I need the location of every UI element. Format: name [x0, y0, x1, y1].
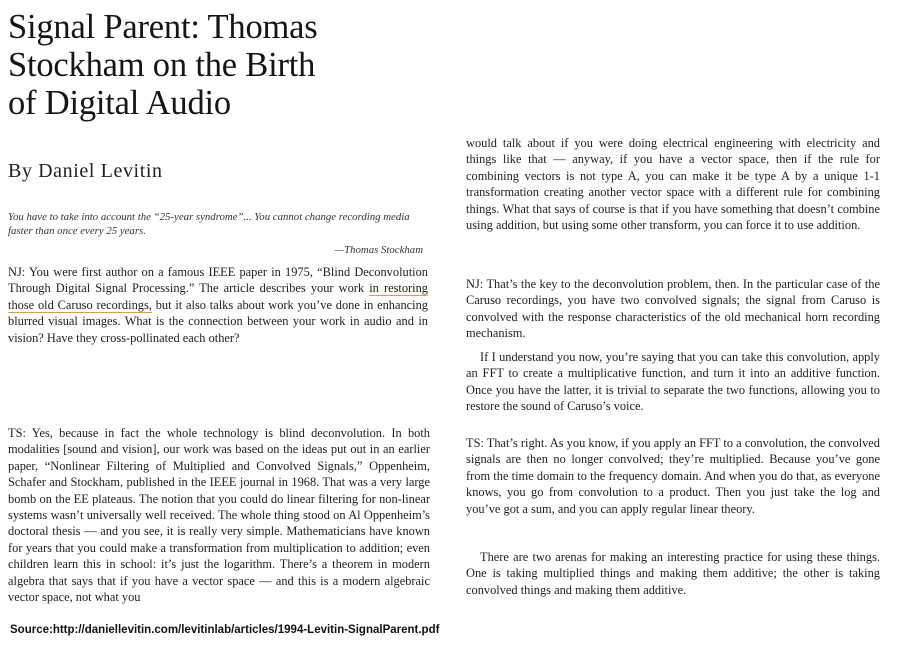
- title-line-2: Stockham on the Birth: [8, 46, 316, 84]
- title-line-1: Signal Parent: Thomas: [8, 8, 318, 46]
- byline: By Daniel Levitin: [8, 160, 163, 182]
- paragraph-ts-answer: TS: Yes, because in fact the whole technology is blind deconvolution. In both modalities [sound and vision], our work was based on the ideas put out in an earlier paper, “Nonlinear Filtering of Multiplied and Convolved Signals,” Oppenheim, Schafer and Stockham, published in the IEEE journal in 1968. That was a very large bomb on the EE plateaus. The notion that you could do linear filtering for non-linear systems wasn’t universally well received. The whole thing stood on Al Oppenheim’s doctoral thesis — and you see, it is really very simple. Mathematicians have known for years that you could make a transformation from multiplication to addition; even children learn this in school: it’s just the logarithm. There’s a theorem in modern algebra that says that if you have a vector space — and this is a modern algebraic vector space, not what you: [8, 426, 430, 605]
- title-line-3: of Digital Audio: [8, 84, 231, 122]
- article-title: [8, 8, 432, 122]
- paragraph-text: but it also talks about work you’ve done in enhancing blurred visual images. What is the connection between your work in audio and in vision? Have they cross-pollinated each other?: [8, 297, 428, 345]
- paragraph-nj-followup: If I understand you now, you’re saying that you can take this convolution, apply an FFT to create a multiplicative function, and turn it into an additive function. Once you have the latter, it is trivial to separate the two functions, allowing you to restore the sound of Caruso’s voice.: [466, 350, 880, 414]
- paragraph-nj-deconvolution: NJ: That’s the key to the deconvolution problem, then. In the particular case of the Caruso recordings, you have two convolved signals; the signal from Caruso is convolved with the response characteristics of the old mechanical horn recording mechanism.: [466, 277, 880, 341]
- paragraph-ts-arenas: There are two arenas for making an interesting practice for using these things. One is taking multiplied things and making them additive; the other is taking convolved things and making them additive.: [466, 550, 880, 597]
- paragraph-ts-fft: TS: That’s right. As you know, if you apply an FFT to a convolution, the convolved signals are then no longer convolved; they’re multiplied. Because you’ve gone from the time domain to the frequency domain. And when you do that, as everyone knows, you go from convolution to a product. Then you just take the log and you’ve got a sum, and you can apply regular linear theory.: [466, 436, 880, 516]
- highlighted-phrase: in restoring those old Caruso recordings,: [8, 281, 429, 312]
- paragraph-text: NJ: You were first author on a famous IEEE paper in 1975, “Blind Deconvolution Through Digital Signal Processing.” The article describes your work: [8, 265, 428, 296]
- epigraph-attribution: —Thomas Stockham: [334, 244, 423, 256]
- epigraph-quote: You have to take into account the “25-year syndrome”... You cannot change recording media faster than once every 25 years.: [8, 211, 410, 237]
- source-caption: Source:http://daniellevitin.com/levitinlab/articles/1994-Levitin-SignalParent.pdf: [10, 624, 440, 636]
- paragraph-nj-question: [8, 264, 428, 346]
- left-column: [8, 8, 432, 605]
- paragraph-continuation: would talk about if you were doing electrical engineering with electricity and things like that — anyway, if you have a vector space, then if the rule for combining vectors is not type A, you can make it be type A by a unique 1-1 transformation creating another vector space with a different rule for combining things. What that says of course is that if you have something that doesn’t combine using addition, but using some other transform, you can force it to use addition.: [466, 136, 880, 233]
